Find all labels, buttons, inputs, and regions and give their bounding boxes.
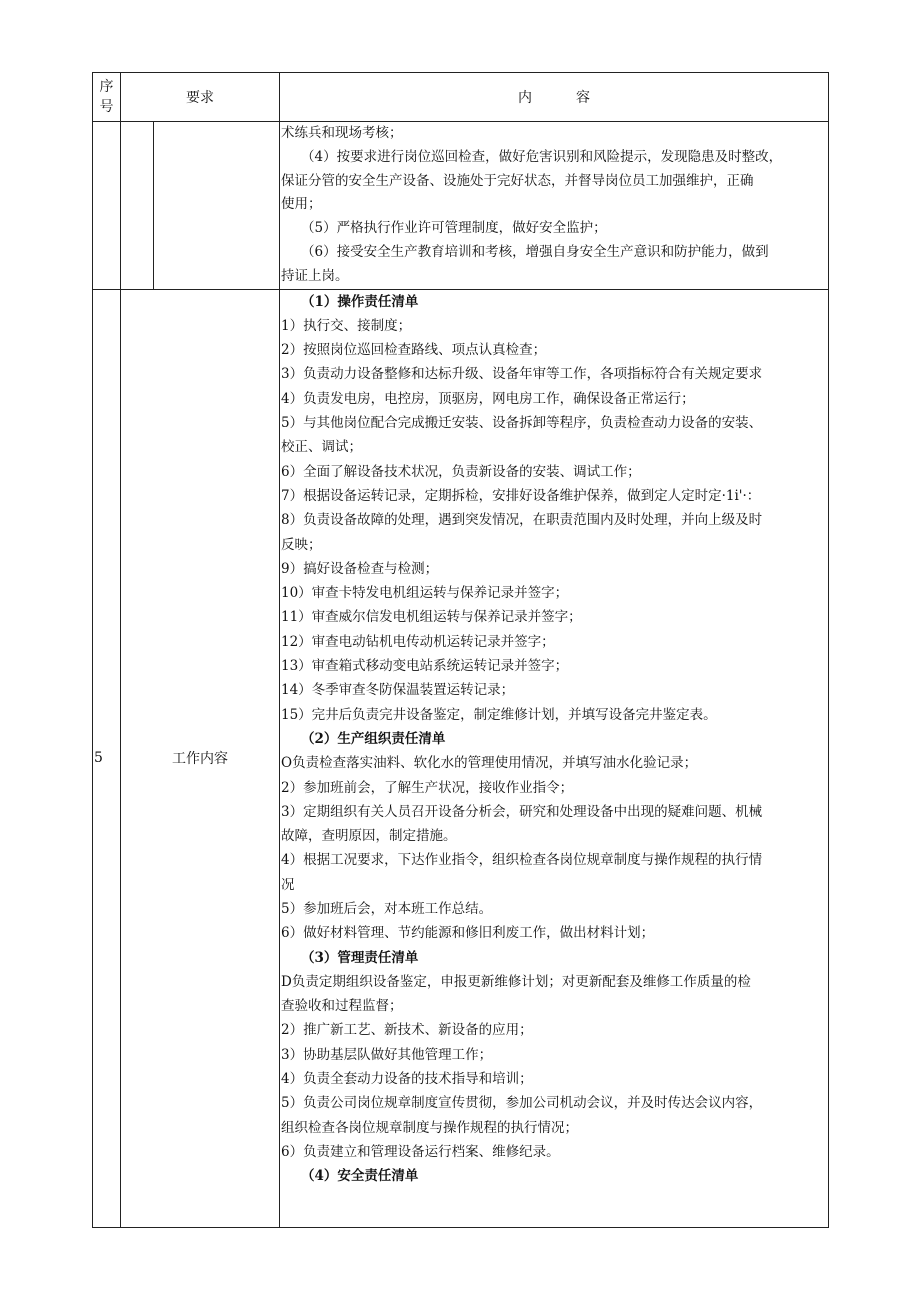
content-line: 1）执行交、接制度； <box>281 317 412 334</box>
content-line: 3）定期组织有关人员召开设备分析会，研究和处理设备中出现的疑难问题、机械 <box>281 803 763 820</box>
content-line: 12）审查电动钻机电传动机运转记录并签字； <box>281 633 555 650</box>
header-content: 内容 <box>280 73 829 122</box>
content-line: 查验收和过程监督； <box>281 998 403 1015</box>
content-line: 3）负责动力设备整修和达标升级、设备年审等工作，各项指标符合有关规定要求 <box>281 366 763 383</box>
content-line: 持证上岗。 <box>281 267 349 284</box>
section-heading: （1）操作责任清单 <box>301 293 419 310</box>
requirement-subcell <box>121 122 154 290</box>
content-line: 6）全面了解设备技术状况，负责新设备的安装、调试工作； <box>281 463 641 480</box>
table-row <box>93 289 829 1227</box>
content-line: 8）负责设备故障的处理，遇到突发情况，在职责范围内及时处理，并向上级及时 <box>281 512 763 529</box>
content-line: 4）负责全套动力设备的技术指导和培训； <box>281 1071 533 1088</box>
content-line: 组织检查各岗位规章制度与操作规程的执行情况； <box>281 1119 578 1136</box>
content-line: （6）接受安全生产教育培训和考核，增强自身安全生产意识和防护能力，做到 <box>301 243 769 260</box>
content-line: 7）根据设备运转记录，定期拆检，安排好设备维护保养，做到定人定时定·1i'·： <box>281 487 761 504</box>
content-line: 2）推广新工艺、新技术、新设备的应用； <box>281 1022 533 1039</box>
content-line: 故障，查明原因，制定措施。 <box>281 828 457 845</box>
content-line: O负责检查落实油料、软化水的管理使用情况，并填写油水化验记录； <box>281 755 698 772</box>
content-line: 13）审查箱式移动变电站系统运转记录并签字； <box>281 658 569 675</box>
header-row <box>93 73 829 122</box>
content-line: 保证分管的安全生产设备、设施处于完好状态，并督导岗位员工加强维护，正确 <box>281 172 754 189</box>
content-line: 2）按照岗位巡回检查路线、项点认真检查； <box>281 342 547 359</box>
content-line: 5）负责公司岗位规章制度宣传贯彻，参加公司机动会议，并及时传达会议内容， <box>281 1095 763 1112</box>
content-line: 4）负责发电房，电控房，顶驱房，网电房工作，确保设备正常运行； <box>281 390 695 407</box>
content-line: 术练兵和现场考核； <box>281 125 403 141</box>
content-line: 10）审查卡特发电机组运转与保养记录并签字； <box>281 585 569 602</box>
responsibility-table <box>92 72 829 1228</box>
content-line: 6）负责建立和管理设备运行档案、维修纪录。 <box>281 1143 560 1160</box>
content-cell <box>280 122 829 290</box>
content-line: 11）审查威尔信发电机组运转与保养记录并签字； <box>281 609 582 626</box>
content-line: （4）按要求进行岗位巡回检查，做好危害识别和风险提示，发现隐患及时整改， <box>301 148 783 165</box>
header-seq: 序号 <box>93 73 121 122</box>
content-line: 15）完井后负责完井设备鉴定，制定维修计划，并填写设备完井鉴定表。 <box>281 706 717 723</box>
table-row <box>93 122 829 290</box>
content-cell <box>280 289 829 1227</box>
content-line: 4）根据工况要求，下达作业指令，组织检查各岗位规章制度与操作规程的执行情 <box>281 852 763 869</box>
header-requirement: 要求 <box>121 73 280 122</box>
requirement-cell: 工作内容 <box>121 289 280 1227</box>
section-heading: （2）生产组织责任清单 <box>301 730 446 747</box>
content-line: 况 <box>281 876 295 893</box>
content-line: 校正、调试； <box>281 439 362 456</box>
content-line: 5）参加班后会，对本班工作总结。 <box>281 901 493 917</box>
section-heading: （3）管理责任清单 <box>301 949 419 966</box>
content-line: 2）参加班前会，了解生产状况，接收作业指令； <box>281 779 574 796</box>
content-line: 9）搞好设备检查与检测； <box>281 560 439 577</box>
requirement-detail-cell <box>154 122 280 290</box>
content-line: 反映； <box>281 536 322 553</box>
seq-cell: 5 <box>93 289 121 1227</box>
seq-cell <box>93 122 121 290</box>
content-line: 3）协助基层队做好其他管理工作； <box>281 1046 493 1063</box>
content-line: 5）与其他岗位配合完成搬迁安装、设备拆卸等程序，负责检查动力设备的安装、 <box>281 415 763 432</box>
content-line: D负责定期组织设备鉴定，申报更新维修计划；对更新配套及维修工作质量的检 <box>281 973 751 990</box>
content-line: 14）冬季审查冬防保温装置运转记录； <box>281 682 515 699</box>
content-line: （5）严格执行作业许可管理制度，做好安全监护； <box>301 220 607 237</box>
content-line: 使用； <box>281 196 322 213</box>
content-line: 6）做好材料管理、节约能源和修旧利废工作，做出材料计划； <box>281 925 655 942</box>
section-heading: （4）安全责任清单 <box>301 1168 419 1185</box>
